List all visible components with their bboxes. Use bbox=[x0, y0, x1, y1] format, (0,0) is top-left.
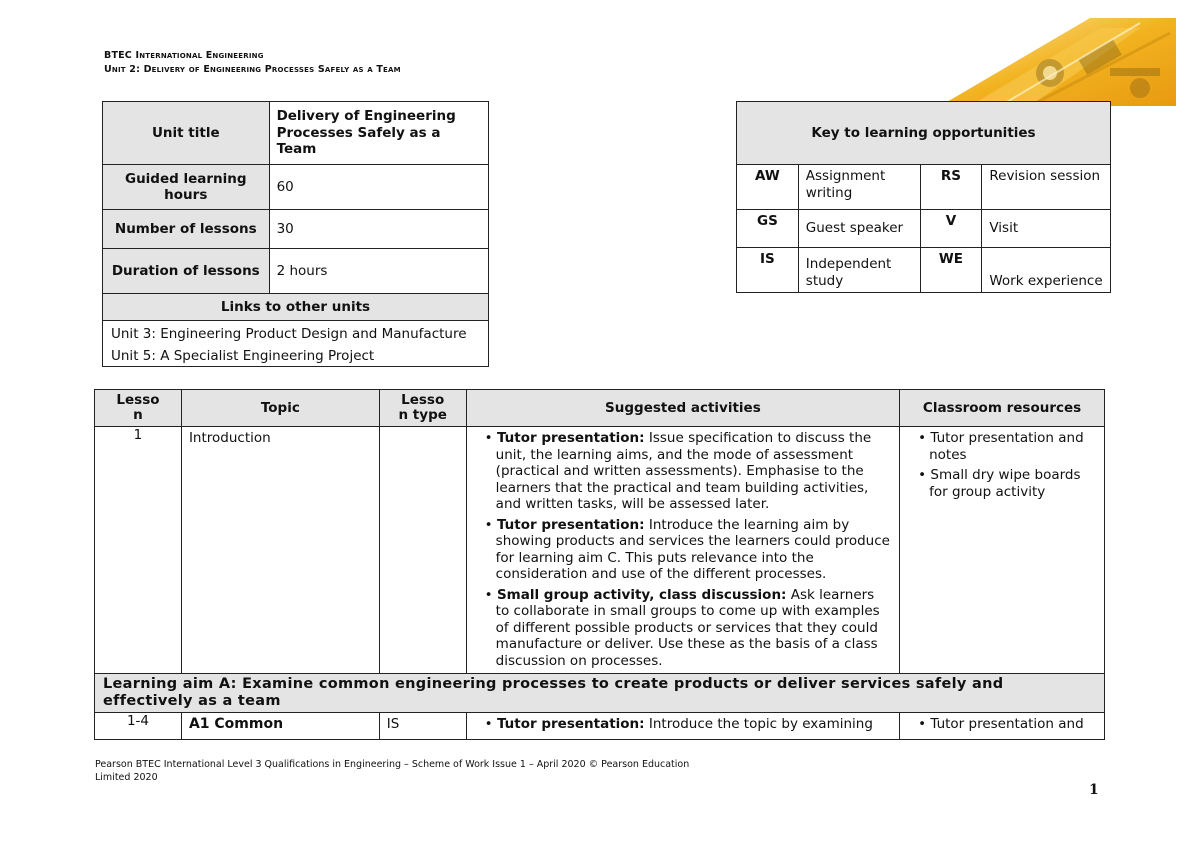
key-desc: Independent study bbox=[798, 248, 920, 293]
scheme-of-work-table bbox=[94, 389, 1105, 740]
header-line-1: BTEC International Engineering bbox=[104, 50, 264, 61]
activities-cell bbox=[466, 713, 899, 740]
col-header-activities: Suggested activities bbox=[466, 390, 899, 427]
glh-label: Guided learning hours bbox=[103, 165, 270, 210]
link-unit-3: Unit 3: Engineering Product Design and Manufacture bbox=[111, 326, 467, 342]
key-code: RS bbox=[920, 165, 982, 210]
col-header-lesson-type: Lesso n type bbox=[379, 390, 466, 427]
resources-cell bbox=[900, 427, 1105, 674]
key-code: V bbox=[920, 210, 982, 248]
activities-cell bbox=[466, 427, 899, 674]
key-code: WE bbox=[920, 248, 982, 293]
lesson-number: 1 bbox=[95, 427, 182, 674]
activity-item: • Small group activity, class discussion: Ask learners to collaborate in small groups to come up with examples of different possible products or services that they could manufacture or deliver. Use these as the basis of a class discussion on processes. bbox=[484, 586, 880, 669]
lessons-value: 30 bbox=[269, 210, 488, 249]
key-desc: Visit bbox=[982, 210, 1111, 248]
links-header: Links to other units bbox=[103, 294, 489, 321]
page-number: 1 bbox=[1089, 782, 1099, 798]
resource-item: • Tutor presentation and notes bbox=[918, 430, 1084, 463]
key-title: Key to learning opportunities bbox=[737, 102, 1111, 165]
lesson-type-cell bbox=[379, 427, 466, 674]
unit-info-table bbox=[102, 101, 489, 367]
footer-text: Pearson BTEC International Level 3 Qualifications in Engineering – Scheme of Work Issue 1 – April 2020 © Pearson Education Limited 2020 bbox=[95, 759, 690, 783]
lessons-label: Number of lessons bbox=[103, 210, 270, 249]
key-desc: Guest speaker bbox=[798, 210, 920, 248]
topic-cell: Introduction bbox=[181, 427, 379, 674]
col-header-resources: Classroom resources bbox=[900, 390, 1105, 427]
activity-item: • Tutor presentation: Introduce the topic by examining bbox=[484, 716, 873, 732]
resources-cell bbox=[900, 713, 1105, 740]
engineering-banner-image bbox=[940, 18, 1176, 106]
link-unit-5: Unit 5: A Specialist Engineering Project bbox=[111, 347, 375, 364]
activity-item: • Tutor presentation: Introduce the learning aim by showing products and services the learners could produce for learning aim C. This puts relevance into the consideration and use of the different processes. bbox=[484, 516, 890, 582]
key-desc: Work experience bbox=[982, 248, 1111, 293]
key-desc: Revision session bbox=[982, 165, 1111, 210]
lesson-number: 1-4 bbox=[95, 713, 182, 740]
unit-title-value: Delivery of Engineering Processes Safely as a Team bbox=[269, 102, 488, 165]
key-table bbox=[736, 101, 1111, 293]
resource-item: • Tutor presentation and bbox=[918, 716, 1084, 732]
duration-value: 2 hours bbox=[269, 249, 488, 294]
resource-item: • Small dry wipe boards for group activity bbox=[918, 467, 1081, 500]
table-row bbox=[95, 713, 1105, 740]
key-code: AW bbox=[737, 165, 799, 210]
table-row bbox=[95, 427, 1105, 674]
links-cell bbox=[103, 321, 489, 367]
header-line-2: Unit 2: Delivery of Engineering Processes Safely as a Team bbox=[104, 64, 401, 75]
col-header-topic: Topic bbox=[181, 390, 379, 427]
duration-label: Duration of lessons bbox=[103, 249, 270, 294]
glh-value: 60 bbox=[269, 165, 488, 210]
col-header-lesson: Lesso n bbox=[95, 390, 182, 427]
unit-title-label: Unit title bbox=[103, 102, 270, 165]
key-desc: Assignment writing bbox=[798, 165, 920, 210]
lesson-type-cell: IS bbox=[379, 713, 466, 740]
activity-item: • Tutor presentation: Issue specification to discuss the unit, the learning aims, and the mode of assessment (practical and written assessments). Emphasise to the learners that the practical and team building activities, and written tasks, will be assessed later. bbox=[484, 430, 872, 512]
key-code: IS bbox=[737, 248, 799, 293]
learning-aim-row: Learning aim A: Examine common engineering processes to create products or deliver services safely and effectively as a team bbox=[95, 674, 1105, 713]
topic-cell: A1 Common bbox=[181, 713, 379, 740]
key-code: GS bbox=[737, 210, 799, 248]
